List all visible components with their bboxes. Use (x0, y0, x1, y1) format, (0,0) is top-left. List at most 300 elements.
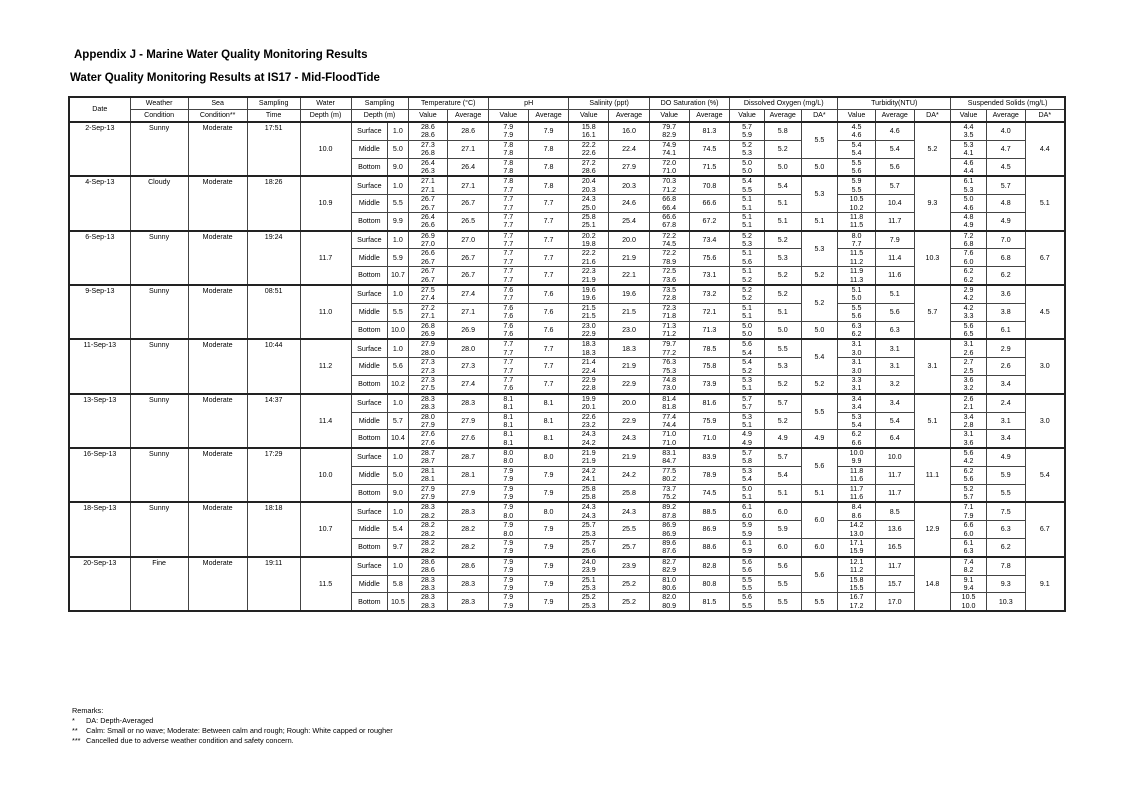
sampling-depth-cell: 9.0 (388, 484, 408, 502)
do-saturation-values-1: 83.1 (662, 449, 677, 458)
temperature-values-2: 26.8 (420, 149, 435, 158)
remark-item (72, 736, 393, 746)
do-saturation-values (649, 448, 689, 466)
sea-condition-cell: Moderate (188, 339, 247, 393)
sampling-level-cell: Bottom (351, 430, 388, 448)
sampling-time-cell: 17:51 (247, 122, 300, 176)
do-saturation-values (649, 521, 689, 539)
temperature-values-2: 27.1 (420, 312, 435, 321)
ph-values-2: 8.1 (503, 420, 514, 429)
do-saturation-values (649, 593, 689, 611)
dissolved-oxygen-values-1: 5.9 (742, 521, 753, 530)
turbidity-average: 7.9 (875, 231, 914, 249)
water-depth-cell: 11.7 (300, 231, 351, 285)
suspended-solids-average: 3.4 (986, 430, 1025, 448)
remark-mark: ** (72, 726, 78, 735)
salinity-values (569, 140, 609, 158)
temperature-values (408, 412, 448, 430)
ph-values-2: 7.8 (503, 149, 514, 158)
salinity-values-1: 19.6 (581, 286, 596, 295)
dissolved-oxygen-values (730, 538, 765, 556)
dissolved-oxygen-average: 5.1 (764, 195, 801, 213)
do-saturation-values (649, 502, 689, 520)
salinity-values-1: 24.2 (581, 466, 596, 475)
do-saturation-values-2: 71.2 (662, 329, 677, 338)
do-saturation-values-2: 72.8 (662, 294, 677, 303)
temperature-values-2: 28.2 (420, 547, 435, 556)
suspended-solids-values-2: 5.7 (963, 493, 974, 502)
suspended-solids-average: 9.3 (986, 575, 1025, 593)
do-saturation-values-1: 74.9 (662, 140, 677, 149)
ph-average: 7.6 (528, 285, 569, 303)
ph-average: 7.7 (528, 375, 569, 393)
temperature-values-2: 28.1 (420, 475, 435, 484)
suspended-solids-da: 6.7 (1025, 231, 1065, 285)
turbidity-values-2: 17.2 (849, 601, 864, 610)
turbidity-average: 8.5 (875, 502, 914, 520)
turbidity-values (838, 412, 876, 430)
turbidity-average: 5.6 (875, 303, 914, 321)
dissolved-oxygen-values-2: 5.4 (742, 348, 753, 357)
do-saturation-values-1: 72.0 (662, 158, 677, 167)
temperature-values (408, 575, 448, 593)
ph-values-2: 7.7 (503, 257, 514, 266)
salinity-average: 22.4 (609, 140, 650, 158)
suspended-solids-average: 4.5 (986, 158, 1025, 176)
sampling-depth-cell: 1.0 (388, 502, 408, 520)
ph-values-2: 7.8 (503, 166, 514, 175)
dissolved-oxygen-values (730, 502, 765, 520)
salinity-values (569, 339, 609, 357)
sampling-level-cell: Middle (351, 249, 388, 267)
do-saturation-average: 75.6 (689, 249, 730, 267)
do-saturation-average: 75.9 (689, 412, 730, 430)
suspended-solids-values-2: 7.9 (963, 511, 974, 520)
date-cell: 11-Sep-13 (69, 339, 130, 393)
dissolved-oxygen-values (730, 158, 765, 176)
sampling-depth-cell: 1.0 (388, 176, 408, 194)
suspended-solids-values (951, 521, 987, 539)
dissolved-oxygen-values (730, 285, 765, 303)
do-saturation-values-2: 73.6 (662, 275, 677, 284)
col-sub-da: DA* (801, 110, 838, 123)
salinity-values-2: 16.1 (581, 131, 596, 140)
salinity-average: 19.6 (609, 285, 650, 303)
suspended-solids-values-2: 6.0 (963, 529, 974, 538)
do-saturation-values-1: 79.7 (662, 123, 677, 131)
ph-average: 7.9 (528, 521, 569, 539)
ph-values (488, 557, 528, 575)
suspended-solids-values-2: 6.2 (963, 275, 974, 284)
turbidity-values (838, 575, 876, 593)
temperature-values (408, 593, 448, 611)
do-saturation-values-2: 71.0 (662, 166, 677, 175)
temperature-values-1: 27.3 (420, 358, 435, 367)
dissolved-oxygen-da: 6.0 (801, 502, 838, 538)
temperature-average: 27.1 (448, 140, 489, 158)
temperature-values (408, 303, 448, 321)
suspended-solids-values (951, 158, 987, 176)
temperature-average: 27.0 (448, 231, 489, 249)
ph-average: 8.1 (528, 412, 569, 430)
salinity-values-1: 25.2 (581, 593, 596, 602)
remark-mark: *** (72, 736, 81, 745)
turbidity-average: 3.1 (875, 339, 914, 357)
table-title: Water Quality Monitoring Results at IS17 - Mid-FloodTide (70, 72, 380, 84)
turbidity-values-1: 5.9 (851, 177, 862, 186)
dissolved-oxygen-da: 5.3 (801, 231, 838, 267)
salinity-values-1: 22.2 (581, 249, 596, 258)
dissolved-oxygen-values-1: 6.1 (742, 503, 753, 512)
sampling-depth-cell: 1.0 (388, 231, 408, 249)
do-saturation-values (649, 267, 689, 285)
remark-text: DA: Depth-Averaged (86, 716, 154, 725)
dissolved-oxygen-average: 5.1 (764, 303, 801, 321)
ph-values (488, 249, 528, 267)
sampling-time-cell: 18:18 (247, 502, 300, 556)
sampling-level-cell: Bottom (351, 212, 388, 230)
sampling-time-cell: 18:26 (247, 176, 300, 230)
salinity-values-2: 25.0 (581, 203, 596, 212)
dissolved-oxygen-average: 5.5 (764, 339, 801, 357)
suspended-solids-values (951, 285, 987, 303)
turbidity-values-1: 5.1 (851, 286, 862, 295)
turbidity-da: 14.8 (914, 557, 951, 611)
dissolved-oxygen-values-1: 5.6 (742, 557, 753, 566)
do-saturation-values-1: 82.0 (662, 593, 677, 602)
temperature-values (408, 502, 448, 520)
weather-cell: Sunny (130, 448, 188, 502)
do-saturation-values (649, 394, 689, 412)
ph-values (488, 394, 528, 412)
turbidity-values (838, 484, 876, 502)
turbidity-da: 10.3 (914, 231, 951, 285)
dissolved-oxygen-values (730, 212, 765, 230)
suspended-solids-average: 5.5 (986, 484, 1025, 502)
salinity-values-1: 21.5 (581, 303, 596, 312)
suspended-solids-average: 4.9 (986, 212, 1025, 230)
salinity-average: 25.5 (609, 521, 650, 539)
dissolved-oxygen-values (730, 448, 765, 466)
turbidity-values-1: 10.0 (849, 449, 864, 458)
do-saturation-average: 71.5 (689, 158, 730, 176)
salinity-values (569, 303, 609, 321)
do-saturation-values-1: 72.2 (662, 231, 677, 240)
salinity-values-2: 20.3 (581, 185, 596, 194)
suspended-solids-values-1: 6.6 (963, 521, 974, 530)
ph-values-2: 7.9 (503, 601, 514, 610)
dissolved-oxygen-values-1: 5.2 (742, 231, 753, 240)
temperature-values (408, 267, 448, 285)
suspended-solids-values (951, 412, 987, 430)
turbidity-values-1: 12.1 (849, 557, 864, 566)
dissolved-oxygen-values-1: 5.1 (742, 249, 753, 258)
ph-values-2: 7.6 (503, 312, 514, 321)
salinity-values-1: 24.3 (581, 195, 596, 204)
sampling-level-cell: Surface (351, 122, 388, 140)
temperature-values-1: 27.9 (420, 340, 435, 349)
temperature-values (408, 122, 448, 140)
ph-values (488, 521, 528, 539)
suspended-solids-average: 7.5 (986, 502, 1025, 520)
do-saturation-values-2: 75.3 (662, 366, 677, 375)
ph-values (488, 212, 528, 230)
turbidity-values-2: 5.4 (851, 149, 862, 158)
dissolved-oxygen-values-1: 5.0 (742, 321, 753, 330)
ph-values (488, 484, 528, 502)
salinity-values-1: 18.3 (581, 340, 596, 349)
dissolved-oxygen-values-2: 5.6 (742, 257, 753, 266)
do-saturation-average: 71.0 (689, 430, 730, 448)
ph-values-2: 7.7 (503, 366, 514, 375)
temperature-values-2: 28.0 (420, 348, 435, 357)
turbidity-average: 5.4 (875, 412, 914, 430)
temperature-values-2: 26.6 (420, 221, 435, 230)
ph-values (488, 538, 528, 556)
turbidity-values (838, 358, 876, 376)
suspended-solids-values-2: 3.3 (963, 312, 974, 321)
suspended-solids-values-1: 6.1 (963, 177, 974, 186)
turbidity-values-2: 13.0 (849, 529, 864, 538)
suspended-solids-values (951, 176, 987, 194)
temperature-values-1: 27.3 (420, 375, 435, 384)
salinity-values (569, 484, 609, 502)
dissolved-oxygen-values (730, 394, 765, 412)
temperature-values-1: 27.3 (420, 140, 435, 149)
suspended-solids-values-1: 3.4 (963, 412, 974, 421)
date-cell: 16-Sep-13 (69, 448, 130, 502)
suspended-solids-values (951, 502, 987, 520)
salinity-average: 18.3 (609, 339, 650, 357)
ph-values-1: 7.9 (503, 503, 514, 512)
sampling-depth-cell: 5.7 (388, 412, 408, 430)
remark-text: Cancelled due to adverse weather condition and safety concern. (86, 736, 294, 745)
do-saturation-values-1: 66.6 (662, 212, 677, 221)
ph-values (488, 430, 528, 448)
dissolved-oxygen-values (730, 140, 765, 158)
col-dissolved-oxygen: Dissolved Oxygen (mg/L) (730, 97, 838, 110)
salinity-values (569, 267, 609, 285)
turbidity-da: 12.9 (914, 502, 951, 556)
col-time-2: Time (247, 110, 300, 123)
date-cell: 9-Sep-13 (69, 285, 130, 339)
do-saturation-values-2: 82.9 (662, 566, 677, 575)
do-saturation-average: 81.3 (689, 122, 730, 140)
sampling-depth-cell: 5.0 (388, 466, 408, 484)
table-row (69, 557, 1065, 575)
ph-values-1: 8.1 (503, 430, 514, 439)
temperature-average: 28.0 (448, 339, 489, 357)
turbidity-values (838, 394, 876, 412)
dissolved-oxygen-da: 5.6 (801, 448, 838, 484)
turbidity-average: 15.7 (875, 575, 914, 593)
suspended-solids-values-2: 4.2 (963, 294, 974, 303)
water-depth-cell: 10.9 (300, 176, 351, 230)
col-sub-average: Average (448, 110, 489, 123)
temperature-values-1: 28.1 (420, 466, 435, 475)
do-saturation-values (649, 231, 689, 249)
dissolved-oxygen-average: 5.2 (764, 267, 801, 285)
ph-average: 7.8 (528, 158, 569, 176)
do-saturation-values (649, 158, 689, 176)
sampling-time-cell: 17:29 (247, 448, 300, 502)
dissolved-oxygen-values-1: 5.0 (742, 484, 753, 493)
ph-values (488, 375, 528, 393)
temperature-values (408, 339, 448, 357)
salinity-values-1: 24.0 (581, 557, 596, 566)
turbidity-values (838, 466, 876, 484)
table-row (69, 448, 1065, 466)
ph-values (488, 285, 528, 303)
sampling-depth-cell: 5.5 (388, 303, 408, 321)
do-saturation-average: 81.5 (689, 593, 730, 611)
suspended-solids-average: 6.8 (986, 249, 1025, 267)
do-saturation-values-1: 72.5 (662, 267, 677, 276)
suspended-solids-average: 3.6 (986, 285, 1025, 303)
remarks-title: Remarks: (72, 706, 104, 715)
dissolved-oxygen-da: 5.2 (801, 285, 838, 321)
dissolved-oxygen-values-1: 5.1 (742, 195, 753, 204)
temperature-values-2: 27.1 (420, 185, 435, 194)
suspended-solids-values (951, 231, 987, 249)
turbidity-values-2: 10.2 (849, 203, 864, 212)
temperature-values (408, 176, 448, 194)
dissolved-oxygen-values (730, 375, 765, 393)
dissolved-oxygen-average: 5.7 (764, 394, 801, 412)
turbidity-average: 3.1 (875, 358, 914, 376)
sampling-depth-cell: 1.0 (388, 394, 408, 412)
temperature-values-1: 28.3 (420, 503, 435, 512)
suspended-solids-values-1: 7.6 (963, 249, 974, 258)
suspended-solids-average: 6.1 (986, 321, 1025, 339)
sampling-depth-cell: 5.0 (388, 140, 408, 158)
sampling-level-cell: Middle (351, 303, 388, 321)
temperature-values-1: 28.3 (420, 593, 435, 602)
col-weather-1: Weather (130, 97, 188, 110)
ph-values-2: 7.7 (503, 221, 514, 230)
temperature-values-1: 26.9 (420, 231, 435, 240)
salinity-values-2: 25.3 (581, 583, 596, 592)
salinity-values-2: 24.2 (581, 438, 596, 447)
sampling-level-cell: Surface (351, 285, 388, 303)
sampling-level-cell: Surface (351, 502, 388, 520)
suspended-solids-values-1: 6.2 (963, 267, 974, 276)
dissolved-oxygen-da-bottom: 4.9 (801, 430, 838, 448)
salinity-values-2: 23.9 (581, 566, 596, 575)
salinity-average: 23.0 (609, 321, 650, 339)
do-saturation-average: 75.8 (689, 358, 730, 376)
temperature-average: 26.7 (448, 249, 489, 267)
turbidity-values-2: 5.6 (851, 166, 862, 175)
temperature-values (408, 358, 448, 376)
suspended-solids-values (951, 195, 987, 213)
suspended-solids-da: 3.0 (1025, 339, 1065, 393)
do-saturation-values-1: 77.4 (662, 412, 677, 421)
salinity-values-1: 22.6 (581, 412, 596, 421)
dissolved-oxygen-values (730, 521, 765, 539)
salinity-average: 16.0 (609, 122, 650, 140)
temperature-values-1: 28.6 (420, 557, 435, 566)
suspended-solids-values-1: 2.6 (963, 394, 974, 403)
turbidity-values-1: 11.8 (849, 466, 864, 475)
turbidity-average: 10.4 (875, 195, 914, 213)
salinity-values-1: 27.2 (581, 158, 596, 167)
do-saturation-average: 82.8 (689, 557, 730, 575)
dissolved-oxygen-values-1: 5.1 (742, 267, 753, 276)
weather-cell: Fine (130, 557, 188, 611)
salinity-values-2: 28.6 (581, 166, 596, 175)
suspended-solids-values (951, 212, 987, 230)
dissolved-oxygen-da-bottom: 5.0 (801, 321, 838, 339)
ph-values-1: 7.7 (503, 212, 514, 221)
ph-average: 7.7 (528, 249, 569, 267)
ph-values (488, 575, 528, 593)
ph-average: 7.7 (528, 358, 569, 376)
ph-average: 8.1 (528, 430, 569, 448)
salinity-average: 25.4 (609, 212, 650, 230)
dissolved-oxygen-values-2: 6.0 (742, 511, 753, 520)
dissolved-oxygen-values-2: 5.3 (742, 240, 753, 249)
do-saturation-average: 73.4 (689, 231, 730, 249)
dissolved-oxygen-values-1: 5.7 (742, 394, 753, 403)
ph-values (488, 448, 528, 466)
turbidity-average: 3.2 (875, 375, 914, 393)
suspended-solids-average: 4.8 (986, 195, 1025, 213)
sampling-level-cell: Bottom (351, 158, 388, 176)
do-saturation-average: 88.6 (689, 538, 730, 556)
ph-values-2: 7.9 (503, 493, 514, 502)
temperature-values-1: 28.7 (420, 449, 435, 458)
turbidity-values-2: 15.9 (849, 547, 864, 556)
do-saturation-values (649, 212, 689, 230)
suspended-solids-average: 4.7 (986, 140, 1025, 158)
sampling-depth-cell: 1.0 (388, 339, 408, 357)
ph-average: 7.9 (528, 484, 569, 502)
salinity-values-1: 24.3 (581, 430, 596, 439)
ph-average: 7.7 (528, 267, 569, 285)
salinity-average: 24.3 (609, 502, 650, 520)
dissolved-oxygen-values-1: 5.7 (742, 449, 753, 458)
col-sub-da: DA* (1025, 110, 1065, 123)
temperature-values-1: 26.4 (420, 212, 435, 221)
turbidity-da: 9.3 (914, 176, 951, 230)
salinity-values-2: 22.4 (581, 366, 596, 375)
suspended-solids-da: 3.0 (1025, 394, 1065, 448)
dissolved-oxygen-values (730, 593, 765, 611)
remark-item (72, 716, 393, 726)
dissolved-oxygen-average: 5.5 (764, 593, 801, 611)
turbidity-da: 11.1 (914, 448, 951, 502)
dissolved-oxygen-values (730, 575, 765, 593)
salinity-values-2: 24.1 (581, 475, 596, 484)
do-saturation-values (649, 375, 689, 393)
sampling-depth-cell: 10.5 (388, 593, 408, 611)
suspended-solids-average: 3.1 (986, 412, 1025, 430)
do-saturation-values (649, 122, 689, 140)
dissolved-oxygen-values (730, 557, 765, 575)
suspended-solids-da: 9.1 (1025, 557, 1065, 611)
dissolved-oxygen-values-2: 5.2 (742, 275, 753, 284)
temperature-values-2: 26.7 (420, 257, 435, 266)
sampling-level-cell: Bottom (351, 484, 388, 502)
temperature-average: 27.1 (448, 303, 489, 321)
temperature-values-1: 27.2 (420, 303, 435, 312)
dissolved-oxygen-values-1: 5.6 (742, 593, 753, 602)
turbidity-values (838, 212, 876, 230)
dissolved-oxygen-da-bottom: 5.0 (801, 158, 838, 176)
temperature-values (408, 321, 448, 339)
dissolved-oxygen-values-2: 5.7 (742, 403, 753, 412)
